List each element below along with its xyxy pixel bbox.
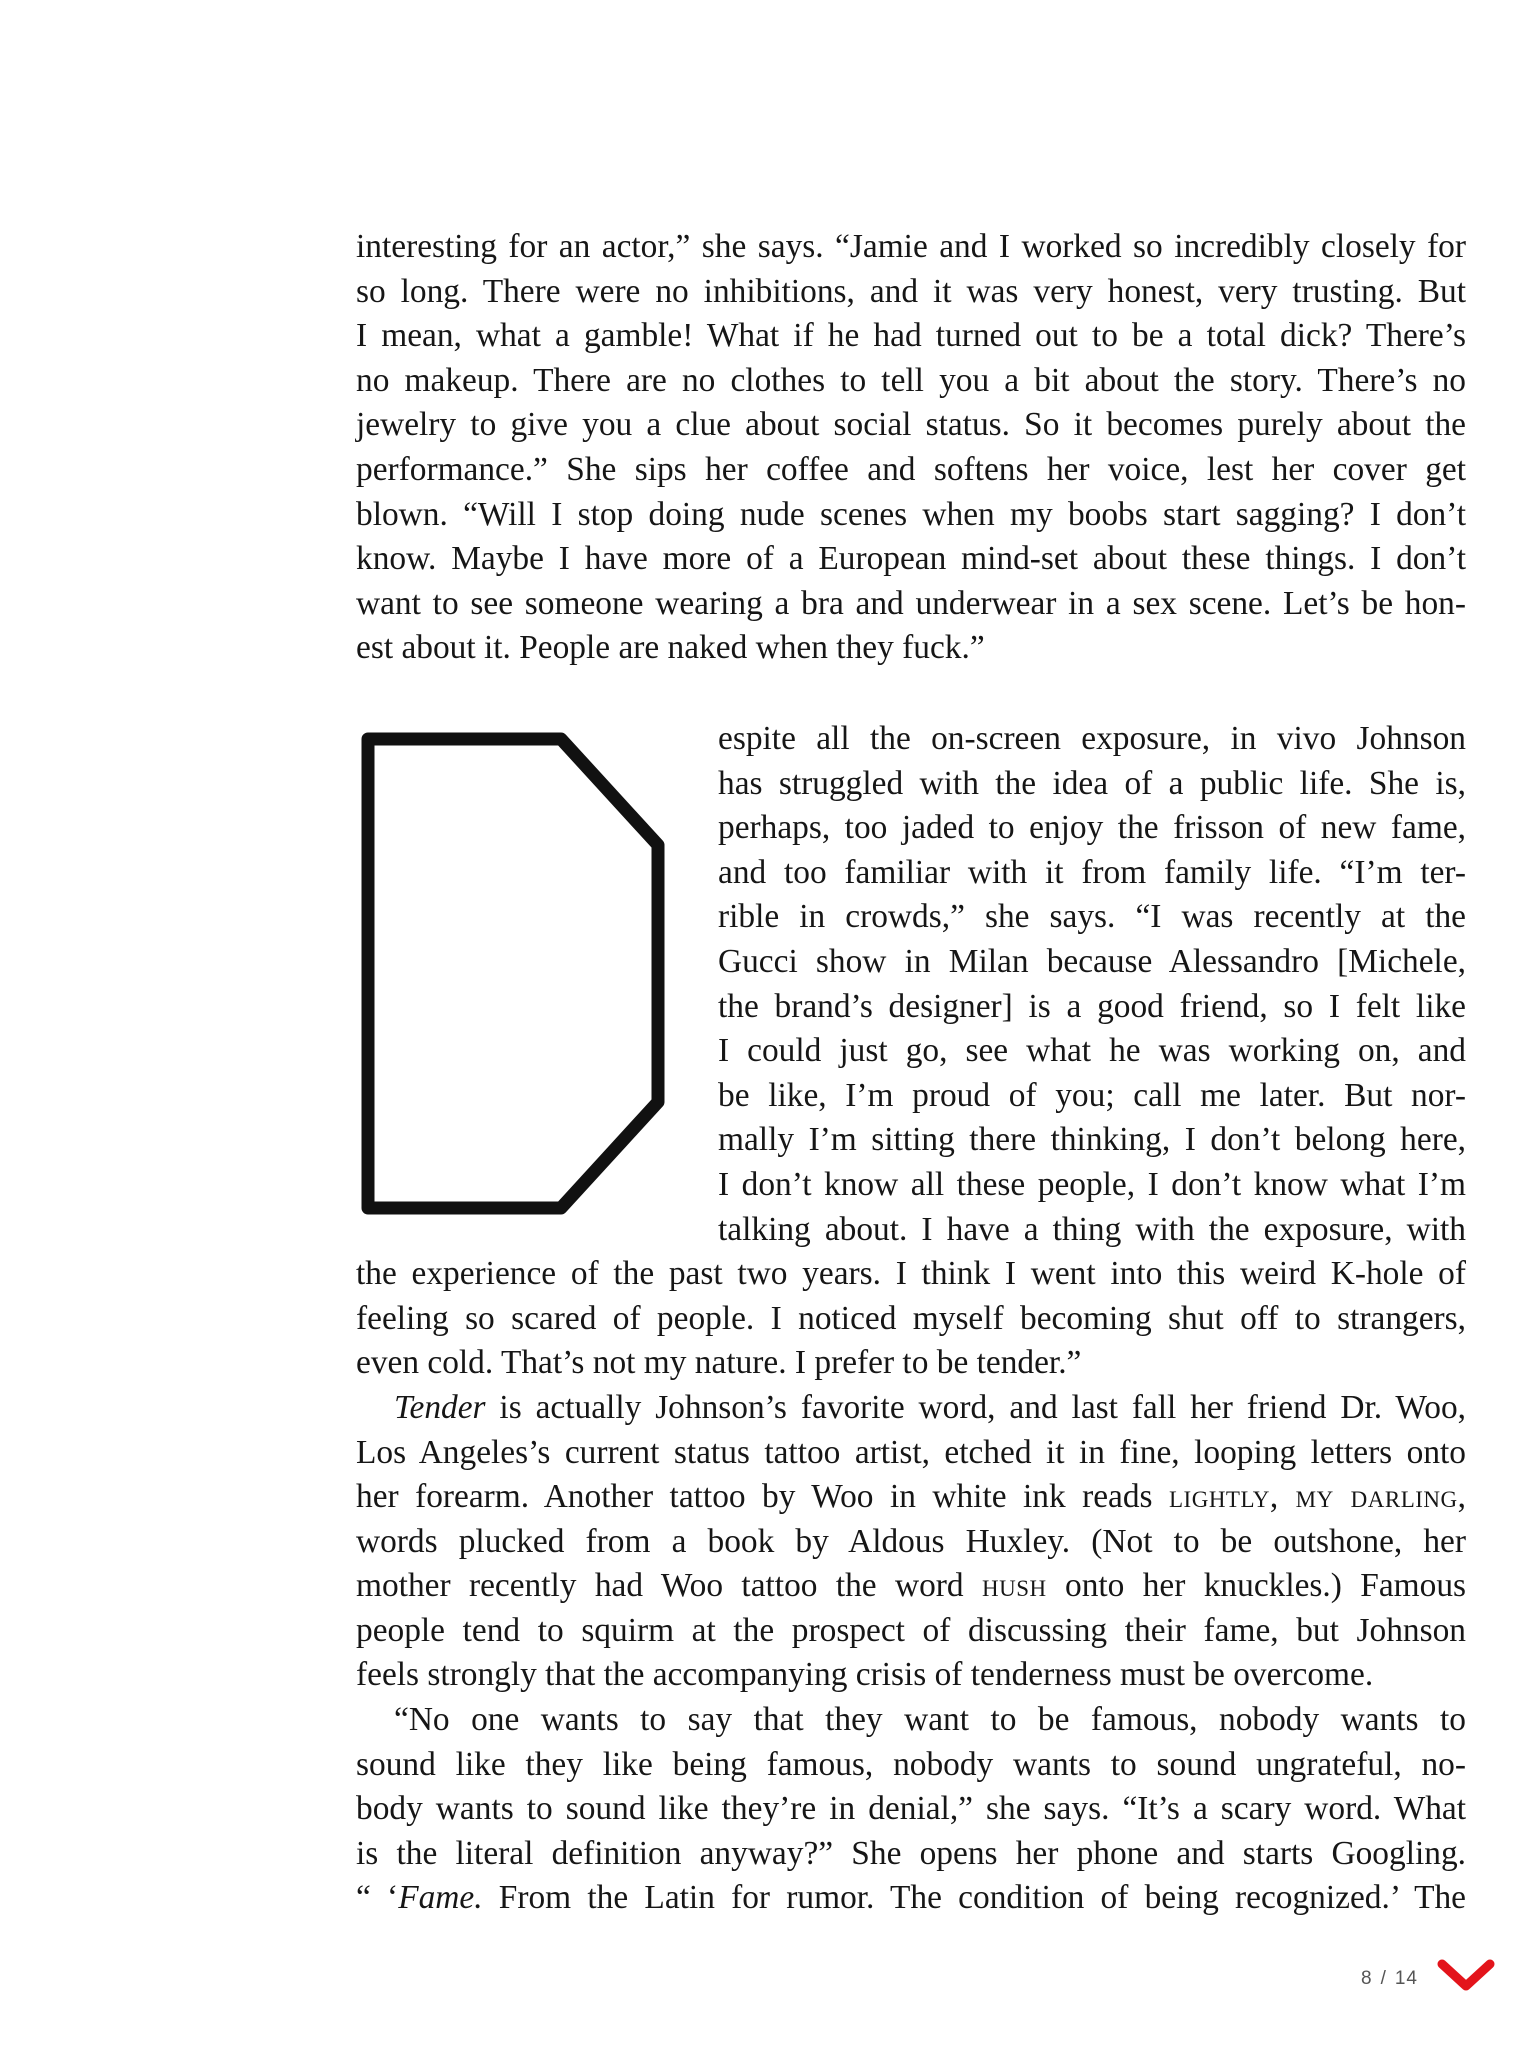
text-line: blown. “Will I stop doing nude scenes when my boobs start sagging? I don’t (356, 495, 1466, 533)
text-line: has struggled with the idea of a public life. She is, (718, 764, 1466, 802)
text-line: is the literal definition anyway?” She opens her phone and starts Googling. (356, 1834, 1466, 1872)
text-line: mally I’m sitting there thinking, I don’t belong here, (718, 1121, 1466, 1159)
text-line: people tend to squirm at the prospect of discussing their fame, but Johnson (356, 1611, 1466, 1649)
text-line: I don’t know all these people, I don’t know what I’m (718, 1165, 1466, 1203)
paragraph-continuation (356, 225, 1466, 671)
text-line: body wants to sound like they’re in denial,” she says. “It’s a scary word. What (356, 1790, 1466, 1828)
text-line: interesting for an actor,” she says. “Jamie and I worked so incredibly closely for (356, 228, 1466, 265)
text-line: Gucci show in Milan because Alessandro [Michele, (718, 942, 1466, 980)
text-line: performance.” She sips her coffee and softens her voice, lest her cover get (356, 450, 1466, 488)
text-line: feels strongly that the accompanying crisis of tenderness must be overcome. (356, 1656, 1374, 1694)
text-line (356, 1876, 1466, 1921)
text-run: mother recently had Woo tattoo the word (356, 1567, 982, 1605)
text-run: “ ‘ (356, 1879, 399, 1917)
text-line: est about it. People are naked when they fuck.” (356, 629, 985, 667)
text-line: no makeup. There are no clothes to tell you a bit about the story. There’s no (356, 361, 1466, 399)
text-line: the brand’s designer] is a good friend, so I felt like (718, 987, 1466, 1025)
text-line: perhaps, too jaded to enjoy the frisson of new fame, (718, 809, 1466, 847)
paragraph-tender (356, 1386, 1466, 1698)
italic-word: Tender (394, 1388, 486, 1426)
text-run: From the Latin for rumor. The condition of being recognized.’ The (482, 1879, 1467, 1917)
text-line (356, 1475, 1466, 1520)
text-line: Los Angeles’s current status tattoo artist, etched it in fine, looping letters onto (356, 1433, 1466, 1471)
paragraph-fame (356, 1698, 1466, 1921)
small-caps-word: hush (982, 1567, 1047, 1605)
text-line (356, 1564, 1466, 1609)
text-line (356, 1386, 1466, 1431)
text-line: and too familiar with it from family life. “I’m ter- (718, 853, 1466, 891)
current-page: 8 (1361, 1968, 1373, 1989)
text-line: “No one wants to say that they want to be famous, nobody wants to (394, 1701, 1466, 1739)
text-line: rible in crowds,” she says. “I was recently at the (718, 898, 1466, 936)
body-paragraph-top (356, 225, 1466, 671)
text-line: I mean, what a gamble! What if he had turned out to be a total dick? There’s (356, 317, 1466, 355)
text-line: sound like they like being famous, nobody wants to sound ungrateful, no- (356, 1745, 1466, 1783)
page-separator: / (1380, 1968, 1387, 1989)
text-run: onto her knuckles.) Famous (1046, 1567, 1467, 1605)
italic-word: Fame. (398, 1879, 483, 1917)
text-line: so long. There were no inhibitions, and it was very honest, very trusting. But (356, 272, 1466, 310)
page-indicator (1361, 1968, 1418, 1990)
text-line: talking about. I have a thing with the exposure, with (718, 1210, 1466, 1248)
text-run: her forearm. Another tattoo by Woo in white ink reads (356, 1478, 1169, 1516)
text-line: jewelry to give you a clue about social status. So it becomes purely about the (356, 406, 1466, 444)
text-line: feeling so scared of people. I noticed myself becoming shut off to strangers, (356, 1299, 1466, 1337)
text-line: words plucked from a book by Aldous Huxley. (Not to be outshone, her (356, 1522, 1466, 1560)
text-line: be like, I’m proud of you; call me later. But nor- (718, 1076, 1466, 1114)
body-paragraph-dropcap (356, 717, 1466, 1921)
text-run: is actually Johnson’s favorite word, and last fall her friend Dr. Woo, (485, 1388, 1466, 1426)
text-line: even cold. That’s not my nature. I prefer to be tender.” (356, 1344, 1082, 1382)
text-line: the experience of the past two years. I think I went into this weird K-hole of (356, 1255, 1466, 1293)
chevron-down-icon[interactable] (1437, 1958, 1495, 1992)
text-line: want to see someone wearing a bra and underwear in a sex scene. Let’s be hon- (356, 584, 1466, 622)
total-pages: 14 (1394, 1968, 1418, 1989)
paragraph-dropcap (356, 717, 1466, 1386)
text-line: espite all the on-screen exposure, in vivo Johnson (718, 720, 1466, 757)
text-run: , (1457, 1478, 1466, 1516)
small-caps-phrase: lightly, my darling (1169, 1478, 1458, 1516)
text-line: I could just go, see what he was working on, and (718, 1032, 1466, 1070)
text-line: know. Maybe I have more of a European mind-set about these things. I don’t (356, 540, 1466, 578)
